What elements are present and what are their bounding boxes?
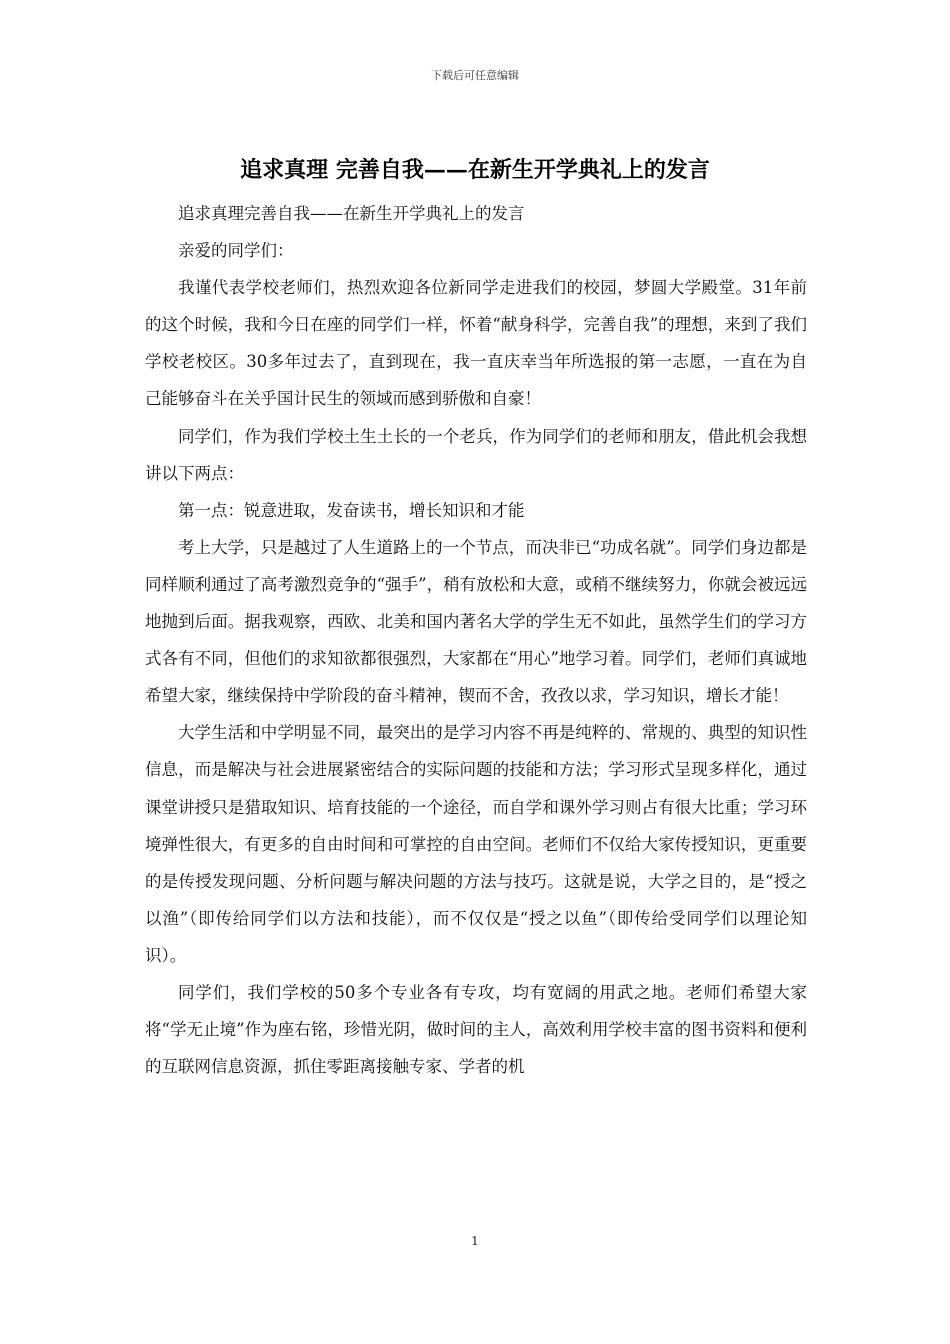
page-number: 1	[471, 1234, 479, 1248]
document-body	[145, 195, 807, 1085]
paragraph: 我谨代表学校老师们，热烈欢迎各位新同学走进我们的校园，梦圆大学殿堂。31年前的这个时候，我和今日在座的同学们一样，怀着“献身科学，完善自我”的理想，来到了我们学校老校区。30多年过去了，直到现在，我一直庆幸当年所选报的第一志愿，一直在为自己能够奋斗在关乎国计民生的领域而感到骄傲和自豪！	[145, 278, 807, 409]
section-heading: 第一点：锐意进取，发奋读书，增长知识和才能	[178, 500, 525, 520]
paragraph: 同学们，作为我们学校土生土长的一个老兵，作为同学们的老师和朋友，借此机会我想讲以下两点：	[145, 426, 807, 483]
paragraph-salutation: 亲爱的同学们：	[178, 241, 294, 261]
paragraph: 同学们，我们学校的50多个专业各有专攻，均有宽阔的用武之地。老师们希望大家将“学无止境”作为座右铭，珍惜光阴，做时间的主人，高效利用学校丰富的图书资料和便利的互联网信息资源，抓住零距离接触专家、学者的机	[145, 982, 807, 1077]
page-header: 下载后可任意编辑	[431, 69, 519, 82]
paragraph: 大学生活和中学明显不同，最突出的是学习内容不再是纯粹的、常规的、典型的知识性信息，而是解决与社会进展紧密结合的实际问题的技能和方法；学习形式呈现多样化，通过课堂讲授只是猎取知识、培育技能的一个途径，而自学和课外学习则占有很大比重；学习环境弹性很大，有更多的自由时间和可掌控的自由空间。老师们不仅给大家传授知识，更重要的是传授发现问题、分析问题与解决问题的方法与技巧。这就是说，大学之目的，是“授之以渔”（即传给同学们以方法和技能），而不仅仅是“授之以鱼”（即传给受同学们以理论知识）。	[145, 723, 807, 965]
document-title: 追求真理 完善自我——在新生开学典礼上的发言	[240, 157, 710, 183]
paragraph-subtitle: 追求真理完善自我——在新生开学典礼上的发言	[178, 204, 525, 223]
paragraph: 考上大学，只是越过了人生道路上的一个节点，而决非已“功成名就”。同学们身边都是同样顺利通过了高考激烈竞争的“强手”，稍有放松和大意，或稍不继续努力，你就会被远远地抛到后面。据我观察，西欧、北美和国内著名大学的学生无不如此，虽然学生们的学习方式各有不同，但他们的求知欲都很强烈，大家都在“用心”地学习着。同学们，老师们真诚地希望大家，继续保持中学阶段的奋斗精神，锲而不舍，孜孜以求，学习知识，增长才能！	[145, 537, 807, 706]
